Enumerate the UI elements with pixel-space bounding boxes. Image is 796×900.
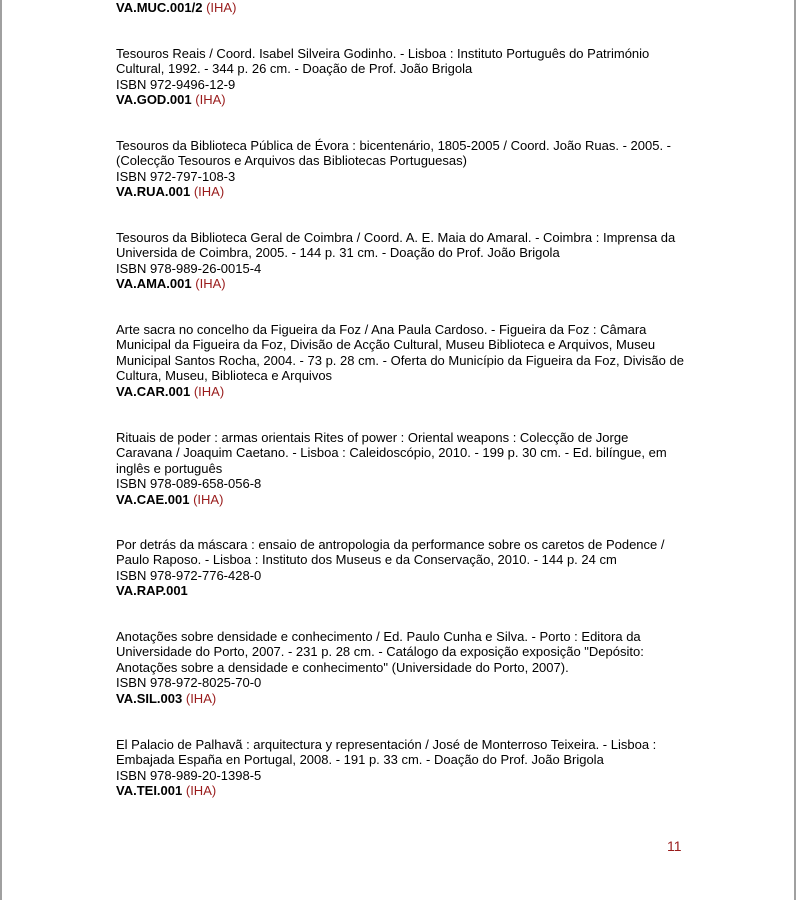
catalog-entry [116, 138, 686, 200]
entry-description: Tesouros da Biblioteca Geral de Coimbra / Coord. A. E. Maia do Amaral. - Coimbra : Imprensa da Universida de Coimbra, 2005. - 144 p. 31 cm. - Doação do Prof. João Brigola [116, 230, 676, 261]
entry-description: Arte sacra no concelho da Figueira da Foz / Ana Paula Cardoso. - Figueira da Foz : Câmara Municipal da Figueira da Foz, Divisão de Acção Cultural, Museu Biblioteca e Arquivos, Museu Municipal Santos Rocha, 2004. - 73 p. 28 cm. - Oferta do Município da Figueira da Foz, Divisão de Cultura, Museu, Biblioteca e Arquivos [116, 322, 684, 384]
location-tag: (IHA) [195, 276, 226, 292]
catalog-entry [116, 537, 686, 599]
catalog-entry [116, 737, 686, 799]
catalog-entry [116, 629, 686, 706]
entry-isbn: ISBN 978-972-8025-70-0 [116, 675, 262, 691]
entry-description: Tesouros Reais / Coord. Isabel Silveira Godinho. - Lisboa : Instituto Português do Património Cultural, 1992. - 344 p. 26 cm. - Doação de Prof. João Brigola [116, 46, 650, 77]
location-tag: (IHA) [185, 783, 217, 799]
shelf-code: VA.MUC.001/2 [116, 0, 203, 15]
entry-description: El Palacio de Palhavã : arquitectura y representación / José de Monterroso Teixeira. - Lisboa : Embajada España en Portugal, 2008. - 191 p. 33 cm. - Doação do Prof. João Brigola [116, 737, 657, 768]
reference-line [116, 384, 686, 399]
entry-isbn: ISBN 978-089-658-056-8 [116, 476, 262, 492]
location-tag: (IHA) [193, 383, 225, 399]
page-number: 11 [667, 838, 682, 854]
reference-line [116, 783, 686, 798]
catalog-entry [116, 230, 686, 292]
entry-isbn: ISBN 972-797-108-3 [116, 168, 236, 184]
entry-description: Por detrás da máscara : ensaio de antropologia da performance sobre os caretos de Podence / Paulo Raposo. - Lisboa : Instituto dos Museus e da Conservação, 2010. - 144 p. 24 cm [116, 537, 665, 568]
shelf-code: VA.AMA.001 [116, 276, 192, 292]
entry-isbn: ISBN 978-989-20-1398-5 [116, 767, 262, 783]
entry-description: Tesouros da Biblioteca Pública de Évora : bicentenário, 1805-2005 / Coord. João Ruas. - 2005. - (Colecção Tesouros e Arquivos das Bibliotecas Portuguesas) [116, 138, 672, 169]
catalog-entry [116, 46, 686, 108]
location-tag: (IHA) [193, 491, 224, 507]
reference-line [116, 0, 686, 15]
entry-isbn: ISBN 972-9496-12-9 [116, 76, 236, 92]
shelf-code: VA.CAE.001 [116, 491, 190, 507]
reference-line [116, 92, 686, 107]
reference-line [116, 276, 686, 291]
entry-isbn: ISBN 978-972-776-428-0 [116, 567, 262, 583]
catalog-entry [116, 430, 686, 507]
reference-line [116, 583, 686, 598]
location-tag: (IHA) [185, 690, 217, 706]
shelf-code: VA.RUA.001 [116, 184, 191, 200]
reference-line [116, 691, 686, 706]
entry-description: Rituais de poder : armas orientais Rites of power : Oriental weapons : Colecção de Jorge Caravana / Joaquim Caetano. - Lisboa : Caleidoscópio, 2010. - 199 p. 30 cm. - Ed. bilíngue, em inglês e português [116, 430, 667, 476]
reference-line [116, 184, 686, 199]
entry-isbn: ISBN 978-989-26-0015-4 [116, 260, 262, 276]
reference-line [116, 492, 686, 507]
top-reference [116, 0, 686, 15]
location-tag: (IHA) [193, 184, 225, 200]
shelf-code: VA.GOD.001 [116, 92, 192, 108]
shelf-code: VA.CAR.001 [116, 383, 191, 399]
shelf-code: VA.SIL.003 [116, 690, 183, 706]
shelf-code: VA.RAP.001 [116, 583, 188, 599]
shelf-code: VA.TEI.001 [116, 783, 183, 799]
location-tag: (IHA) [206, 0, 237, 15]
entry-description: Anotações sobre densidade e conhecimento / Ed. Paulo Cunha e Silva. - Porto : Editora da Universidade do Porto, 2007. - 231 p. 28 cm. - Catálogo da exposição exposição "Depósito: Anotações sobre a densidade e conhecimento" (Universidade do Porto, 2007). [116, 629, 644, 675]
location-tag: (IHA) [195, 92, 226, 108]
catalog-entry [116, 322, 686, 399]
